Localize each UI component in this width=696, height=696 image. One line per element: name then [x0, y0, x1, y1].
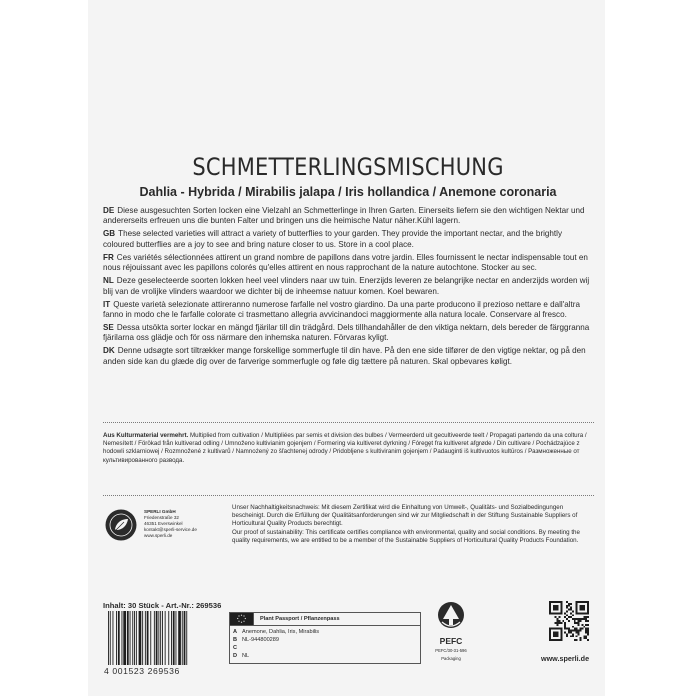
description-fr	[103, 253, 594, 274]
origin-text: Multiplied from cultivation / Multipliées par semis et division des bulbes / Vermeerderd uit gecultiveerde teelt / Propagati partendo da una coltura / Nemesített / Förökad från kultiverad odling / Umnoženo kultivianim gojenjem / Formering via kultiveret dyrkning / Fóregęt fra kultiveret afgrøde / Din cultivare / Pochádzajúce z hodowli szklarniowej / Rozmnožené z kultivarů / Namnożený zo šľachtenej odrody / Pridobljene s kultiviranim gojenjem / Padauginti iš kultivuotos kultūros / Размноженные от культивированного развода.	[103, 432, 587, 464]
pefc-logo	[426, 600, 476, 661]
language-code: DE	[103, 206, 115, 215]
plant-passport-row: C	[233, 645, 238, 651]
description-text: These selected varieties will attract a variety of butterflies to your garden. They provide the important nectar, and the brightly coloured butterflies are a joy to see and bring nature closer to us. Store in a cool place.	[103, 229, 563, 249]
product-subtitle: Dahlia - Hybrida / Mirabilis jalapa / Iris hollandica / Anemone coronaria	[139, 185, 557, 199]
sustainability-seal-icon	[105, 509, 137, 541]
pefc-code: PEFC/30-31-596	[435, 648, 467, 653]
company-street: Friedenstraße 32	[144, 515, 179, 520]
description-nl	[103, 276, 594, 297]
description-text: Diese ausgesuchten Sorten locken eine Vielzahl an Schmetterlinge in Ihren Garten. Einerseits liefern sie den wichtigen Nektar und andererseits erfreuen uns die bunten Falter und bringen uns die heimische Natur näher.Kühl lagern.	[103, 206, 585, 226]
language-code: GB	[103, 229, 116, 239]
company-email: kontakt@sperli-service.de	[144, 527, 197, 532]
description-text: Dessa utsökta sorter lockar en mängd fjärilar till din trädgård. Dels tillhandahåller de den viktiga nektarn, dels bereder de färggranna fjärilarna oss glädje och för oss närmare den inhemska naturen. Förvaras kyligt.	[103, 323, 590, 343]
company-address	[144, 509, 197, 539]
dotted-divider	[103, 422, 594, 423]
eu-flag-icon	[230, 613, 254, 625]
plant-passport-row: A Anemone, Dahlia, Iris, Mirabilis	[233, 629, 320, 635]
barcode-number: 4 001523 269536	[104, 666, 180, 676]
description-text: Ces variétés sélectionnées attirent un grand nombre de papillons dans votre jardin. Elles fournissent le nectar indispensable tout en nous réjouissant avec les papillons colorés qu'elles attirent en nous rapprochant de la nature autochtone. Stocker au sec.	[103, 252, 588, 273]
origin-statement	[103, 432, 594, 465]
language-code: SE	[103, 323, 114, 333]
language-code: IT	[103, 299, 111, 309]
sustainability-text-de: Unser Nachhaltigkeitsnachweis: Mit diesem Zertifikat wird die Einhaltung von Umwelt-, Qualitäts- und Sozialbedingungen bescheinigt. Durch die Erfüllung der Qualitätsanforderungen sind wir zur Mitgliedschaft in der Stiftung Sustainable Suppliers of Horticultural Quality Products berechtigt.	[232, 504, 578, 527]
dotted-divider	[103, 495, 594, 496]
company-city: 46351 Everswinkel	[144, 521, 183, 526]
description-it	[103, 300, 594, 321]
description-text: Deze geselecteerde soorten lokken heel veel vlinders naar uw tuin. Enerzijds leveren ze belangrijke nectar en anderzijds worden wij blij van de vrolijke vlinders waardoor we dichter bij de inheemse natuur komen. Koel bewaren.	[103, 276, 590, 296]
description-text: Queste varietà selezionate attireranno numerose farfalle nel vostro giardino. Da una parte producono il prezioso nettare e dall'altra fanno in modo che le farfalle colorate ci trasmettano allegria avvicinandoci maggiormente alla natura locale. Conservare al fresco.	[103, 299, 580, 320]
plant-passport-header	[230, 613, 420, 626]
language-code: FR	[103, 252, 114, 262]
description-se	[103, 323, 594, 344]
multilingual-description	[103, 206, 594, 370]
company-web: www.sperli.de	[144, 533, 173, 538]
description-gb	[103, 229, 594, 250]
description-dk	[103, 346, 594, 367]
plant-passport-title: Plant Passport / Pflanzenpass	[260, 616, 340, 622]
qr-code-icon[interactable]	[549, 601, 589, 641]
description-de	[103, 206, 594, 227]
plant-passport	[229, 612, 421, 664]
language-code: NL	[103, 276, 114, 286]
package-contents: Inhalt: 30 Stück - Art.-Nr.: 269536	[103, 601, 222, 610]
pefc-caption: Packaging	[441, 656, 461, 661]
description-text: Denne udsøgte sort tiltrækker mange forskellige sommerfugle til din have. På den ene side tilfører de den vigtige nektar, og på den anden side kan du glæde dig over de farverige sommerfugle og føle dig tættere på naturen. Skal opbevares køligt.	[103, 346, 586, 366]
origin-lead: Aus Kulturmaterial vermehrt.	[103, 432, 189, 439]
plant-passport-row: D NL	[233, 653, 250, 659]
plant-passport-row: B NL-944800289	[233, 637, 280, 643]
website-url[interactable]: www.sperli.de	[541, 654, 590, 663]
ean-barcode	[104, 611, 228, 665]
product-title: SCHMETTERLINGSMISCHUNG	[192, 153, 504, 181]
sustainability-statement	[232, 504, 592, 546]
sustainability-text-en: Our proof of sustainability: This certificate certifies compliance with environmental, quality and social conditions. By meeting the quality requirements, we are entitled to be a member of the Sustainable Suppliers of Horticultural Quality Products Foundation.	[232, 529, 580, 544]
pefc-tree-icon	[426, 600, 476, 630]
company-name: SPERLI GmbH	[144, 509, 176, 514]
pefc-label: PEFC	[439, 636, 463, 646]
language-code: DK	[103, 346, 115, 356]
